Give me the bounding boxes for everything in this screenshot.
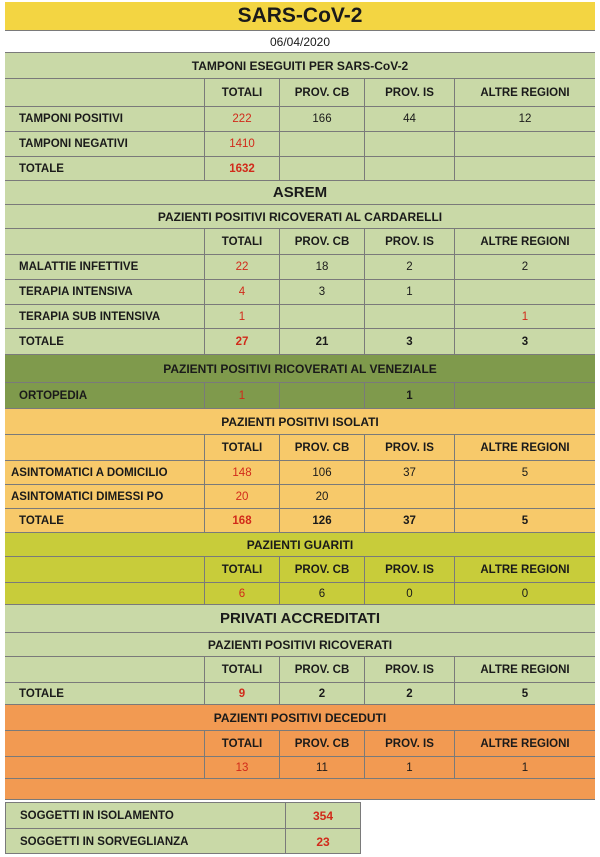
deceduti-col-headers <box>5 730 595 756</box>
cell-prov-is: 37 <box>365 509 455 532</box>
empty-header-cell <box>5 229 205 254</box>
cell-prov-is: 0 <box>365 583 455 604</box>
empty-header-cell <box>5 657 205 682</box>
col-header-prov-cb: PROV. CB <box>280 557 365 582</box>
cell-totali: 1410 <box>205 132 280 156</box>
col-header-totali: TOTALI <box>205 557 280 582</box>
cell-totali: 13 <box>205 757 280 778</box>
table-row <box>5 682 595 704</box>
table-row <box>5 460 595 484</box>
cell-altre-regioni <box>455 485 595 508</box>
deceduti-heading: PAZIENTI POSITIVI DECEDUTI <box>5 704 595 730</box>
row-label: TOTALE <box>5 329 205 354</box>
cell-prov-cb: 3 <box>280 280 365 304</box>
cell-value: 354 <box>312 808 334 823</box>
row-label: ASINTOMATICI A DOMICILIO <box>5 461 205 484</box>
cell-prov-cb: 20 <box>280 485 365 508</box>
col-header-prov-cb: PROV. CB <box>280 657 365 682</box>
col-header-prov-is: PROV. IS <box>365 731 455 756</box>
cell-altre-regioni <box>455 132 595 156</box>
empty-header-cell <box>5 557 205 582</box>
table-row <box>5 279 595 304</box>
row-label: ORTOPEDIA <box>5 383 205 408</box>
tamponi-col-headers <box>5 78 595 106</box>
cell-prov-cb <box>280 157 365 180</box>
cell-prov-cb <box>280 305 365 328</box>
cell-totali: 6 <box>205 583 280 604</box>
col-header-prov-cb: PROV. CB <box>280 731 365 756</box>
cell-totali: 168 <box>205 509 280 532</box>
cell-altre-regioni: 2 <box>521 261 529 273</box>
table-row <box>5 156 595 180</box>
cell-prov-is: 44 <box>365 107 455 131</box>
table-row <box>5 382 595 408</box>
cell-prov-cb <box>280 383 365 408</box>
row-label: ASINTOMATICI DIMESSI PO <box>5 485 205 508</box>
col-header-totali: TOTALI <box>205 229 280 254</box>
table-row <box>5 508 595 532</box>
cell-totali: 1 <box>205 305 280 328</box>
cell-altre-regioni: 5 <box>521 466 529 479</box>
col-header-totali: TOTALI <box>205 657 280 682</box>
report-title: SARS-CoV-2 <box>5 2 595 30</box>
cell-value: 23 <box>316 834 330 849</box>
row-label: TOTALE <box>5 683 205 704</box>
cell-prov-cb: 2 <box>280 683 365 704</box>
isolati-heading: PAZIENTI POSITIVI ISOLATI <box>5 408 595 434</box>
spacer-band <box>5 778 595 800</box>
cell-altre-regioni: 12 <box>518 113 532 125</box>
col-header-prov-is: PROV. IS <box>365 557 455 582</box>
col-header-altre-regioni: ALTRE REGIONI <box>480 737 570 750</box>
cell-prov-is <box>365 157 455 180</box>
cell-prov-is: 2 <box>365 683 455 704</box>
guariti-col-headers <box>5 556 595 582</box>
cardarelli-col-headers <box>5 228 595 254</box>
privati-ricoverati-heading: PAZIENTI POSITIVI RICOVERATI <box>5 632 595 656</box>
cell-prov-is: 2 <box>365 255 455 279</box>
cell-totali: 1 <box>205 383 280 408</box>
row-label: TERAPIA INTENSIVA <box>5 280 205 304</box>
cell-altre-regioni: 1 <box>521 310 529 323</box>
cell-prov-cb: 106 <box>280 461 365 484</box>
cell-prov-is: 3 <box>365 329 455 354</box>
table-row <box>5 328 595 354</box>
row-label: MALATTIE INFETTIVE <box>5 255 205 279</box>
cell-prov-cb: 166 <box>280 107 365 131</box>
row-label <box>5 757 205 778</box>
col-header-prov-is: PROV. IS <box>365 229 455 254</box>
cell-altre-regioni: 5 <box>521 687 529 700</box>
table-row <box>6 803 360 829</box>
cell-totali: 148 <box>205 461 280 484</box>
col-header-prov-cb: PROV. CB <box>280 435 365 460</box>
col-header-totali: TOTALI <box>205 435 280 460</box>
soggetti-table <box>5 802 361 854</box>
cell-altre-regioni: 1 <box>521 761 529 774</box>
row-label: SOGGETTI IN ISOLAMENTO <box>6 803 286 828</box>
col-header-prov-is: PROV. IS <box>365 657 455 682</box>
cell-prov-is <box>365 305 455 328</box>
cell-prov-cb: 126 <box>280 509 365 532</box>
tamponi-heading: TAMPONI ESEGUITI PER SARS-CoV-2 <box>5 52 595 78</box>
cell-prov-is: 37 <box>365 461 455 484</box>
row-label: TAMPONI NEGATIVI <box>5 132 205 156</box>
cell-altre-regioni: 5 <box>521 514 529 527</box>
asrem-heading: ASREM <box>5 180 595 204</box>
cell-altre-regioni <box>455 383 595 408</box>
cell-totali: 20 <box>205 485 280 508</box>
cell-prov-is: 1 <box>365 757 455 778</box>
veneziale-heading: PAZIENTI POSITIVI RICOVERATI AL VENEZIALE <box>5 354 595 382</box>
cell-totali: 222 <box>205 107 280 131</box>
row-label <box>5 583 205 604</box>
table-row <box>5 304 595 328</box>
report-date: 06/04/2020 <box>5 30 595 52</box>
guariti-heading: PAZIENTI GUARITI <box>5 532 595 556</box>
cell-totali: 9 <box>205 683 280 704</box>
col-header-prov-is: PROV. IS <box>365 435 455 460</box>
col-header-totali: TOTALI <box>205 731 280 756</box>
table-row <box>5 484 595 508</box>
table-row <box>5 756 595 778</box>
row-label: TOTALE <box>5 509 205 532</box>
col-header-altre-regioni: ALTRE REGIONI <box>480 235 570 248</box>
col-header-prov-cb: PROV. CB <box>280 229 365 254</box>
table-row <box>5 254 595 279</box>
row-label: TOTALE <box>5 157 205 180</box>
cell-prov-is: 1 <box>365 280 455 304</box>
cell-prov-cb: 6 <box>280 583 365 604</box>
cell-altre-regioni <box>455 280 595 304</box>
empty-header-cell <box>5 79 205 106</box>
cardarelli-heading: PAZIENTI POSITIVI RICOVERATI AL CARDARELLI <box>5 204 595 228</box>
privati-col-headers <box>5 656 595 682</box>
cell-prov-cb: 18 <box>280 255 365 279</box>
row-label: TAMPONI POSITIVI <box>5 107 205 131</box>
row-label: SOGGETTI IN SORVEGLIANZA <box>6 829 286 854</box>
cell-prov-cb: 21 <box>280 329 365 354</box>
cell-prov-cb <box>280 132 365 156</box>
col-header-altre-regioni: ALTRE REGIONI <box>480 663 570 676</box>
cell-prov-is <box>365 132 455 156</box>
cell-totali: 4 <box>205 280 280 304</box>
cell-prov-cb: 11 <box>280 757 365 778</box>
cell-altre-regioni <box>455 157 595 180</box>
cell-altre-regioni: 3 <box>521 335 529 348</box>
empty-header-cell <box>5 731 205 756</box>
table-row <box>5 106 595 131</box>
cell-altre-regioni: 0 <box>521 587 529 600</box>
cell-totali: 22 <box>205 255 280 279</box>
empty-header-cell <box>5 435 205 460</box>
privati-heading: PRIVATI ACCREDITATI <box>5 604 595 632</box>
cell-prov-is <box>365 485 455 508</box>
row-label: TERAPIA SUB INTENSIVA <box>5 305 205 328</box>
cell-totali: 27 <box>205 329 280 354</box>
col-header-prov-cb: PROV. CB <box>280 79 365 106</box>
col-header-totali: TOTALI <box>205 79 280 106</box>
col-header-altre-regioni: ALTRE REGIONI <box>480 441 570 454</box>
col-header-altre-regioni: ALTRE REGIONI <box>480 563 570 576</box>
table-row <box>5 582 595 604</box>
isolati-col-headers <box>5 434 595 460</box>
table-row <box>5 131 595 156</box>
table-row <box>6 829 360 854</box>
cell-prov-is: 1 <box>365 383 455 408</box>
cell-totali: 1632 <box>205 157 280 180</box>
col-header-prov-is: PROV. IS <box>365 79 455 106</box>
col-header-altre-regioni: ALTRE REGIONI <box>480 86 570 99</box>
